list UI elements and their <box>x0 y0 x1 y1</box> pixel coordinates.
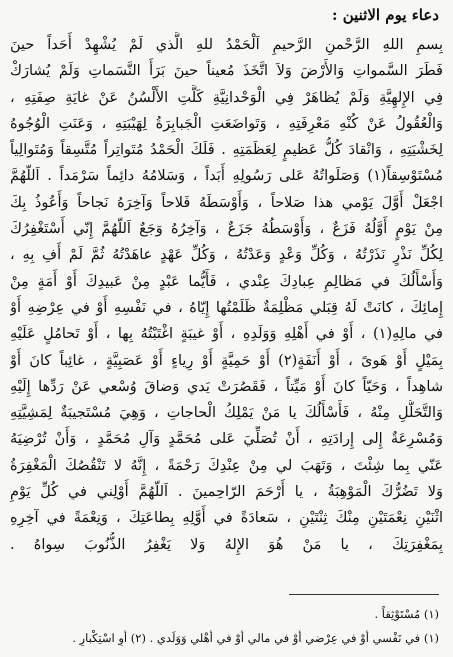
text-line: وَالْعُقُولُ عَنْ كُنْهِ مَعْرِفَتِهِ ، وَتَواضَعَتِ الْجَبابِرَةُ لِهَيْبَتِهِ ، وَعَنَتِ الْوُجُوهُ <box>10 115 443 132</box>
text-line: شاهِداً ، وَحَيّاً كانَ أَوْ مَيِّتاً ، فَقَصُرَتْ يَدي وَضاقَ وُسْعي عَنْ رَدِّها إِلَيْهِ <box>10 378 443 395</box>
text-line: وَمُسْرِعَةٌ إِلى إِرادَتِهِ ، أَنْ تُصَلِّيَ عَلى مُحَمَّدٍ وَآلِ مُحَمَّدٍ ، وَأَنْ تُرْضِيَهُ <box>10 431 443 448</box>
text-line: اثْنَيْنِ نِعْمَتَيْنِ مِنْكَ ثِنْتَيْنِ ، سَعادَةً في أَوَّلِهِ بِطاعَتِكَ ، وَنِعْمَةً في آخِرِهِ <box>10 510 443 527</box>
text-line: مُسْتَوْسِقاً(١) وَصَلَواتُهُ عَلى رَسُولِهِ أَبَداً ، وَسَلامُهُ دائِماً سَرْمَداً . اَللّهُمَّ <box>10 168 443 185</box>
text-line: اجْعَلْ أَوَّلَ يَوْمي هذا صَلاحاً ، وَأَوْسَطَهُ فَلاحاً وَآخِرَهُ نَجاحاً وَأَعُوذُ بِكَ <box>10 194 443 211</box>
text-line: إِمائِكَ ، كانَتْ لَهُ قِبَلي مَظْلِمَةٌ ظَلَمْتُها إِيّاهُ ، في نَفْسِهِ أَوْ في عِرْضِهِ أَوْ <box>10 299 443 316</box>
text-line: فَطَرَ السَّمواتِ وَالأَرْضَ وَلاَ اتَّخَذَ مُعيناً حينَ بَرَأَ النَّسَماتِ وَلَمْ يُشارَكْ <box>10 63 443 80</box>
text-line: وَأَسْأَلُكَ في مَظالِمِ عِبادِكَ عِنْدي ، فَأَيُّما عَبْدٍ مِنْ عَبيدِكَ أَوْ أَمَةٍ مِنْ <box>10 273 443 290</box>
text-line: بِسمِ اللهِ الرَّحْمنِ الرَّحيمِ اَلْحَمْدُ للهِ الَّذي لَمْ يُشْهِدْ أَحَداً حينَ <box>10 37 443 53</box>
text-line: وَالتَّحَلُّلِ مِنْهُ ، فَأَسْأَلُكَ يا مَنْ يَمْلِكُ الْحاجاتِ ، وَهِيَ مُسْتَجيبَةٌ لِمَشِيَّتِهِ <box>10 405 443 422</box>
footnote: (١) في نَفْسي أَوْ في عِرْضي أَوْ في مالي أَوْ في أَهْلي وَوَلَدي . (٢) أَوِ اسْتِكْبارٍ . <box>72 631 439 645</box>
text-line: لِخَشْيَتِهِ ، وَانْقادَ كُلُّ عَظيمٍ لِعَظَمَتِهِ . فَلَكَ الْحَمْدُ مُتَواتِراً مُتَّسِقاً وَمُتَوالِياً <box>10 142 443 159</box>
text-line: في مالِهِ(١) ، أَوْ في أَهْلِهِ وَوَلَدِهِ ، أَوْ غيبَةٍ اغْتَبْتُهُ بِها ، أَوْ تَحامُلٍ عَلَيْهِ <box>10 326 443 343</box>
footnote-divider <box>289 594 439 595</box>
text-line: لِكُلِّ نَذْرٍ نَذَرْتُهُ ، وَكُلِّ وَعْدٍ وَعَدْتُهُ ، وَكُلِّ عَهْدٍ عاهَدْتُهُ ثُمَّ لَمْ أَفِ بِهِ ، <box>10 247 443 264</box>
text-line: بِمَغْفِرَتِكَ ، يا مَنْ هُوَ الإِلهُ وَلا يَغْفِرُ الذُّنُوبَ سِواهُ . <box>10 536 443 553</box>
text-line: مِنْ يَوْمٍ أَوَّلُهُ فَزَعٌ ، وَأَوْسَطُهُ جَزَعٌ ، وَآخِرُهُ وَجَعٌ اَللّهُمَّ إِنّي أَسْتَغْفِرُكَ <box>10 221 443 238</box>
prayer-body <box>10 32 443 558</box>
text-line: عَنّي بِما شِئْتَ ، وَتَهَبَ لي مِنْ عِنْدِكَ رَحْمَةً ، إِنَّهُ لا تَنْقُصُكَ الْمَغْفِرَةُ <box>10 457 443 474</box>
text-line: وَلا تَضُرُّكَ الْمَوْهِبَةُ ، يا أَرْحَمَ الرّاحِمينَ . اَللّهُمَّ أَوْلِني في كُلِّ يَوْمِ <box>10 484 443 501</box>
text-line: بِمَيْلٍ أَوْ هَوىً ، أَوْ أَنَفَةٍ(٢) أَوْ حَمِيَّةٍ أَوْ رِياءٍ أَوْ عَصَبِيَّةٍ ، غائِباً كانَ أَوْ <box>10 352 443 369</box>
footnote: (١) مُسْتَوْثِقاً . <box>374 607 439 621</box>
prayer-title: دعاء يوم الاثنين : <box>331 6 439 24</box>
text-line: فِي الإِلهِيَّةِ وَلَمْ يُظاهَرْ فِي الْوَحْدانِيَّةِ كَلَّتِ الأَلْسُنُ عَنْ غايَةِ صِفَتِهِ ، <box>10 89 443 106</box>
